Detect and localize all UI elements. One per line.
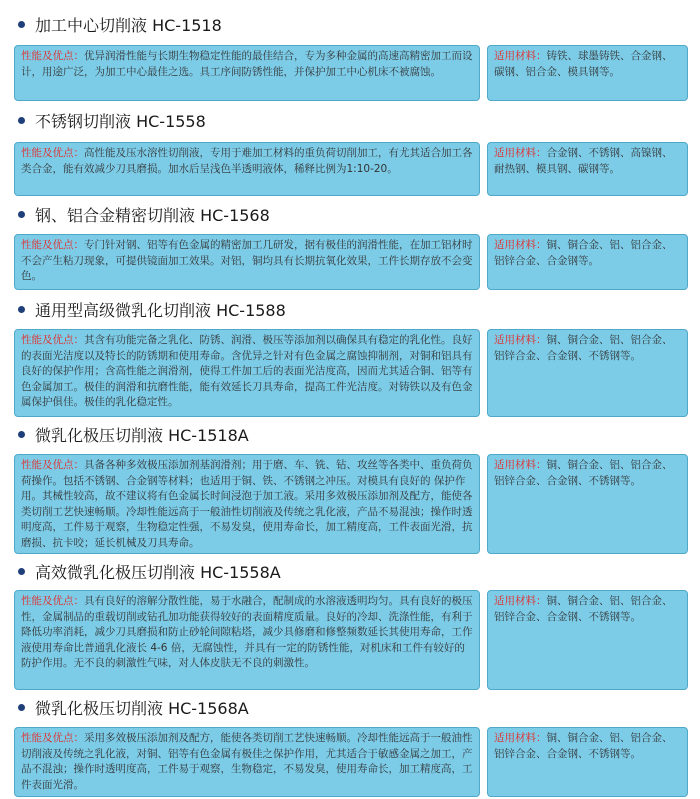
materials-text: 铜、铜合金、铝、铝合金、铝锌合金、合金钢、不锈钢等。: [494, 334, 673, 362]
materials-box: [487, 727, 688, 797]
performance-label: 性能及优点：: [21, 50, 84, 62]
materials-box: [487, 142, 688, 196]
performance-box: [14, 454, 480, 554]
bullet-icon: [18, 211, 25, 218]
materials-text: 铜、铜合金、铝、铝合金、铝锌合金、合金钢、不锈钢等。: [494, 459, 673, 487]
performance-label: 性能及优点：: [21, 595, 84, 607]
performance-box: [14, 234, 480, 290]
bullet-icon: [18, 568, 25, 575]
performance-text: 专门针对钢、铝等有色金属的精密加工几研发，据有极佳的润滑性能，在加工铝材时不会产生粘刀现象，可提供镜面加工效果。对铝，铜均具有长期抗氧化效果，工件长期存放不会变色。: [21, 239, 473, 282]
materials-box: [487, 454, 688, 554]
materials-text: 合金钢、不锈钢、高镍钢、耐热钢、模具钢、碳钢等。: [494, 147, 673, 175]
product-title-text: 微乳化极压切削液 HC-1518A: [35, 425, 249, 445]
bullet-icon: [18, 431, 25, 438]
performance-text: 采用多效极压添加剂及配方，能使各类切削工艺快速畅顺。冷却性能远高于一般油性切削液及传统之乳化液，对铜、铝等有色金属有极佳之保护作用，尤其适合于敏感金属之加工，产品不混浊；操作时透明度高，工件易于观察，生物稳定，不易发臭，使用寿命长，加工精度高，工件表面光滑。: [21, 732, 473, 791]
performance-label: 性能及优点：: [21, 334, 84, 346]
performance-box: [14, 590, 480, 690]
product-title-text: 通用型高级微乳化切削液 HC-1588: [35, 300, 286, 320]
performance-text: 高性能及压水溶性切削液，专用于难加工材料的重负荷切削加工，有尤其适合加工各类合金，能有效减少刀具磨损。加水后呈浅色半透明液体，稀释比例为1:10-20。: [21, 147, 473, 175]
product-title: [18, 560, 281, 582]
materials-text: 铜、铜合金、铝、铝合金、铝锌合金、合金钢、不锈钢等。: [494, 732, 673, 760]
materials-label: 适用材料：: [494, 50, 547, 62]
product-title: [18, 423, 249, 445]
performance-label: 性能及优点：: [21, 459, 84, 471]
materials-label: 适用材料：: [494, 732, 547, 744]
performance-label: 性能及优点：: [21, 239, 84, 251]
product-title: [18, 109, 206, 131]
materials-label: 适用材料：: [494, 147, 547, 159]
materials-label: 适用材料：: [494, 334, 547, 346]
product-title-text: 加工中心切削液 HC-1518: [35, 15, 222, 35]
bullet-icon: [18, 21, 25, 28]
materials-box: [487, 329, 688, 417]
performance-text: 其含有功能完备之乳化、防锈、润滑、极压等添加剂以确保具有稳定的乳化性。良好的表面光洁度以及特长的防锈期和使用寿命。含优异之针对有色金属之腐蚀抑制剂，对铜和铝具有良好的保护作用；含高性能之润滑剂，使得工件加工后的表面光洁度高，因而尤其适合铜、铝等有色金属加工。极佳的润滑和抗磨性能，能有效延长刀具寿命，提高工件光洁度。对铸铁以及有色金属保护俱佳。极佳的乳化稳定性。: [21, 334, 473, 408]
bullet-icon: [18, 117, 25, 124]
product-title-text: 钢、铝合金精密切削液 HC-1568: [35, 205, 270, 225]
performance-label: 性能及优点：: [21, 732, 84, 744]
product-title: [18, 13, 222, 35]
materials-label: 适用材料：: [494, 459, 547, 471]
bullet-icon: [18, 704, 25, 711]
materials-text: 铸铁、球墨铸铁、合金钢、碳钢、铝合金、模具钢等。: [494, 50, 673, 78]
materials-text: 铜、铜合金、铝、铝合金、铝锌合金、合金钢等。: [494, 239, 673, 267]
materials-text: 铜、铜合金、铝、铝合金、铝锌合金、合金钢、不锈钢等。: [494, 595, 673, 623]
materials-label: 适用材料：: [494, 595, 547, 607]
performance-text: 具备各种多效极压添加剂基润滑剂；用于磨、车、铣、钻、攻丝等各类中、重负荷负荷操作。包括不锈钢、合金钢等材料；也适用于铜、铁、不锈钢之冲压。对模具有良好的 保护作用。其械性较高，故不建议将有色金属长时间浸泡于加工液。采用多效极压添加剂及配方，能使各类切削工艺快速畅顺。冷却性能远高于一般油性切削液及传统之乳化液，产品不易混浊；操作时透明度高，工件易于观察，生物稳定性强，不易发臭，使用寿命长，加工精度高，工件表面光滑，抗磨损、抗卡咬；延长机械及刀具寿命。: [21, 459, 473, 549]
performance-box: [14, 142, 480, 196]
product-title-text: 高效微乳化极压切削液 HC-1558A: [35, 562, 281, 582]
product-title-text: 微乳化极压切削液 HC-1568A: [35, 698, 249, 718]
performance-box: [14, 329, 480, 417]
product-title: [18, 203, 270, 225]
performance-box: [14, 727, 480, 797]
product-title: [18, 696, 249, 718]
performance-text: 具有良好的溶解分散性能，易于水融合，配制成的水溶液透明均匀。具有良好的极压性，金属制品的重载切削或钻孔加功能获得较好的表面精度质量。良好的冷却、洗涤性能，有利于降低功率消耗，减少刀具磨损和防止砂轮间隙粘塔，减少具修磨和修整频数延长其使用寿命，工作液使用寿命比普通乳化液长 4-6 倍，无腐蚀性，并具有一定的防锈性能，对机床和工件有较好的防护作用。无不良的刺激性气味，对人体皮肤无不良的刺激性。: [21, 595, 473, 669]
bullet-icon: [18, 306, 25, 313]
performance-text: 优异润滑性能与长期生物稳定性能的最佳结合，专为多种金属的高速高精密加工而设计，用途广泛，为加工中心最佳之选。具工序间防锈性能，并保护加工中心机床不被腐蚀。: [21, 50, 473, 78]
performance-label: 性能及优点：: [21, 147, 84, 159]
product-title: [18, 298, 286, 320]
product-title-text: 不锈钢切削液 HC-1558: [35, 111, 206, 131]
materials-box: [487, 590, 688, 690]
materials-label: 适用材料：: [494, 239, 547, 251]
performance-box: [14, 45, 480, 101]
materials-box: [487, 234, 688, 290]
materials-box: [487, 45, 688, 101]
